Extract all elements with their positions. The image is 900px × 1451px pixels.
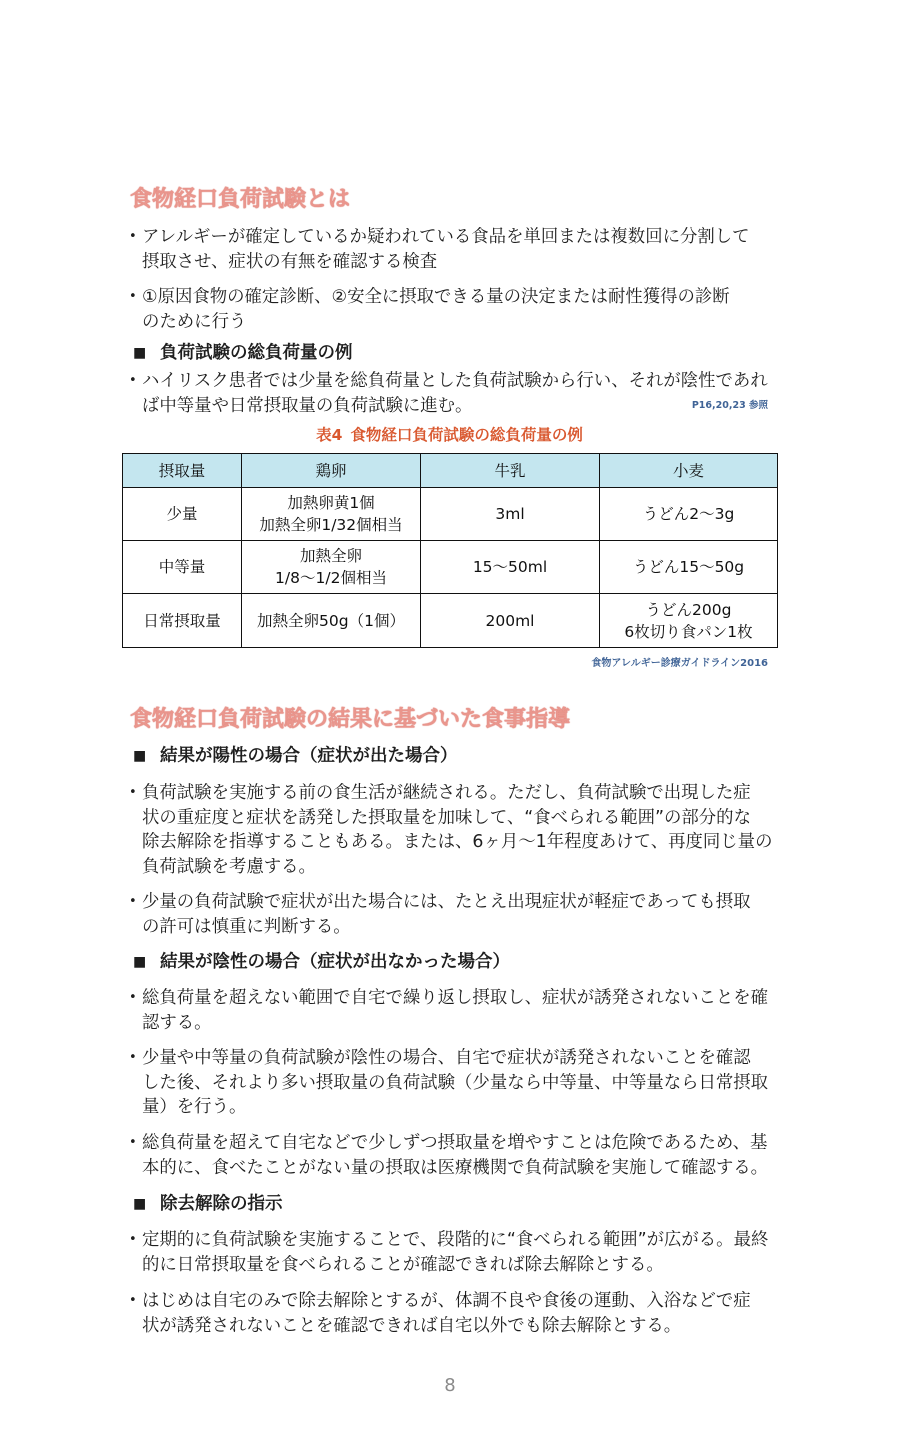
- square-bullet-icon: ■: [133, 345, 147, 361]
- subsection-heading: [133, 949, 510, 975]
- square-bullet-icon: ■: [133, 954, 147, 970]
- column-header-milk: 牛乳: [421, 454, 600, 488]
- text-line: ①原因食物の確定診断、②安全に摂取できる量の決定または耐性獲得の診断: [142, 287, 730, 307]
- bullet-icon: •: [129, 373, 137, 388]
- bullet-item: [128, 1046, 768, 1120]
- text-line: 負荷試験を考慮する。: [142, 856, 316, 877]
- cell-line: うどん2～3g: [642, 505, 735, 523]
- bullet-item: [128, 890, 751, 939]
- subsection-heading-text: 除去解除の指示: [160, 1194, 283, 1214]
- text-line: 総負荷量を超えない範囲で自宅で繰り返し摂取し、症状が誘発されないことを確: [142, 988, 769, 1008]
- table-header-row: [123, 454, 778, 488]
- bullet-item: [128, 986, 768, 1035]
- text-line: ハイリスク患者では少量を総負荷量とした負荷試験から行い、それが陰性であれ: [142, 371, 768, 391]
- table-caption-title: 食物経口負荷試験の総負荷量の例: [350, 426, 583, 444]
- table-cell: [242, 594, 421, 648]
- bullet-icon: •: [129, 1293, 137, 1308]
- bullet-text: [142, 285, 730, 334]
- section-heading: 食物経口負荷試験とは: [130, 187, 351, 212]
- bullet-item: [128, 1131, 768, 1180]
- text-line: ば中等量や日常摂取量の負荷試験に進む。: [142, 395, 473, 416]
- table-source: 食物アレルギー診療ガイドライン2016: [591, 658, 768, 669]
- cell-line: 6枚切り食パン1枚: [624, 622, 753, 641]
- bullet-item: [128, 369, 768, 418]
- text-line: のために行う: [142, 311, 247, 332]
- cell-line: 200ml: [485, 611, 535, 630]
- subsection-heading-text: 負荷試験の総負荷量の例: [160, 343, 353, 363]
- table-cell: [421, 594, 600, 648]
- cell-line: うどん200g: [645, 600, 732, 619]
- table-row: [123, 541, 778, 594]
- bullet-text: [142, 781, 772, 879]
- bullet-text: [142, 890, 751, 939]
- subsection-heading-text: 結果が陽性の場合（症状が出た場合）: [160, 746, 458, 766]
- bullet-icon: •: [129, 990, 137, 1005]
- table-cell: [421, 488, 600, 541]
- bullet-text: [142, 369, 768, 418]
- table-caption: [122, 424, 777, 446]
- column-header-egg: 鶏卵: [242, 454, 421, 488]
- text-line: 摂取させ、症状の有無を確認する検査: [142, 251, 438, 272]
- text-line: 少量や中等量の負荷試験が陰性の場合、自宅で症状が誘発されないことを確認: [142, 1048, 751, 1068]
- page-reference: P16,20,23 参照: [691, 400, 768, 411]
- text-line: 的に日常摂取量を食べられることが確認できれば除去解除とする。: [142, 1254, 664, 1275]
- bullet-text: [142, 1289, 751, 1338]
- text-line: 定期的に負荷試験を実施することで、段階的に“食べられる範囲”が広がる。最終: [142, 1230, 769, 1250]
- cell-line: 3ml: [495, 505, 525, 523]
- cell-line: 加熱全卵1/32個相当: [259, 516, 403, 534]
- text-line: 負荷試験を実施する前の食生活が継続される。ただし、負荷試験で出現した症: [142, 783, 751, 803]
- bullet-item: [128, 285, 730, 334]
- subsection-heading-text: 結果が陰性の場合（症状が出なかった場合）: [160, 952, 510, 972]
- row-label-cell: [123, 594, 242, 648]
- table-caption-label: 表4: [316, 426, 343, 444]
- column-header-intake: 摂取量: [123, 454, 242, 488]
- text-line: 総負荷量を超えて自宅などで少しずつ摂取量を増やすことは危険であるため、基: [142, 1133, 768, 1153]
- cell-line: 加熱全卵50g（1個）: [257, 611, 405, 630]
- square-bullet-icon: ■: [133, 1196, 147, 1212]
- section-heading: 食物経口負荷試験の結果に基づいた食事指導: [130, 707, 571, 732]
- text-line: 認する。: [142, 1012, 212, 1033]
- cell-line: 少量: [166, 505, 198, 523]
- text-line: アレルギーが確定しているか疑われている食品を単回または複数回に分割して: [142, 227, 750, 247]
- square-bullet-icon: ■: [133, 748, 147, 764]
- bullet-item: [128, 1289, 751, 1338]
- bullet-icon: •: [129, 289, 137, 304]
- subsection-heading: [133, 1191, 283, 1217]
- bullet-icon: •: [129, 785, 137, 800]
- text-line: 状の重症度と症状を誘発した摂取量を加味して、“食べられる範囲”の部分的な: [142, 807, 751, 828]
- bullet-icon: •: [129, 894, 137, 909]
- text-line: した後、それより多い摂取量の負荷試験（少量なら中等量、中等量なら日常摂取: [142, 1072, 769, 1093]
- cell-line: 加熱卵黄1個: [287, 494, 375, 512]
- table-cell: [600, 594, 778, 648]
- cell-line: 15～50ml: [472, 558, 548, 576]
- text-line: の許可は慎重に判断する。: [142, 916, 351, 937]
- text-line: 除去解除を指導することもある。または、6ヶ月～1年程度あけて、再度同じ量の: [142, 832, 773, 853]
- bullet-icon: •: [129, 1135, 137, 1150]
- row-label-cell: [123, 541, 242, 594]
- column-header-wheat: 小麦: [600, 454, 778, 488]
- cell-line: 中等量: [158, 558, 206, 576]
- table-cell: [421, 541, 600, 594]
- bullet-icon: •: [129, 229, 137, 244]
- cell-line: 日常摂取量: [143, 611, 221, 630]
- text-line: 量）を行う。: [142, 1097, 247, 1118]
- bullet-text: [142, 1131, 768, 1180]
- table-cell: [600, 488, 778, 541]
- table-cell: [600, 541, 778, 594]
- bullet-text: [142, 1228, 768, 1277]
- table-cell: [242, 488, 421, 541]
- table-row: [123, 488, 778, 541]
- bullet-text: [142, 1046, 768, 1120]
- bullet-item: [128, 1228, 768, 1277]
- table-head: [123, 454, 778, 488]
- table-cell: [242, 541, 421, 594]
- bullet-icon: •: [129, 1232, 137, 1247]
- dose-table: [122, 453, 778, 648]
- table-body: [123, 488, 778, 648]
- bullet-item: [128, 225, 750, 274]
- subsection-heading: [133, 743, 458, 769]
- page-number: 8: [444, 1375, 456, 1396]
- text-line: 少量の負荷試験で症状が出た場合には、たとえ出現症状が軽症であっても摂取: [142, 892, 751, 912]
- bullet-icon: •: [129, 1050, 137, 1065]
- bullet-text: [142, 225, 750, 274]
- text-line: 状が誘発されないことを確認できれば自宅以外でも除去解除とする。: [142, 1315, 682, 1336]
- row-label-cell: [123, 488, 242, 541]
- table-row: [123, 594, 778, 648]
- text-line: 本的に、食べたことがない量の摂取は医療機関で負荷試験を実施して確認する。: [142, 1157, 769, 1178]
- text-line: はじめは自宅のみで除去解除とするが、体調不良や食後の運動、入浴などで症: [142, 1291, 751, 1311]
- cell-line: 加熱全卵: [299, 547, 362, 565]
- bullet-text: [142, 986, 768, 1035]
- cell-line: 1/8～1/2個相当: [275, 569, 387, 587]
- cell-line: うどん15～50g: [632, 558, 745, 576]
- subsection-heading: [133, 340, 353, 366]
- bullet-item: [128, 781, 772, 879]
